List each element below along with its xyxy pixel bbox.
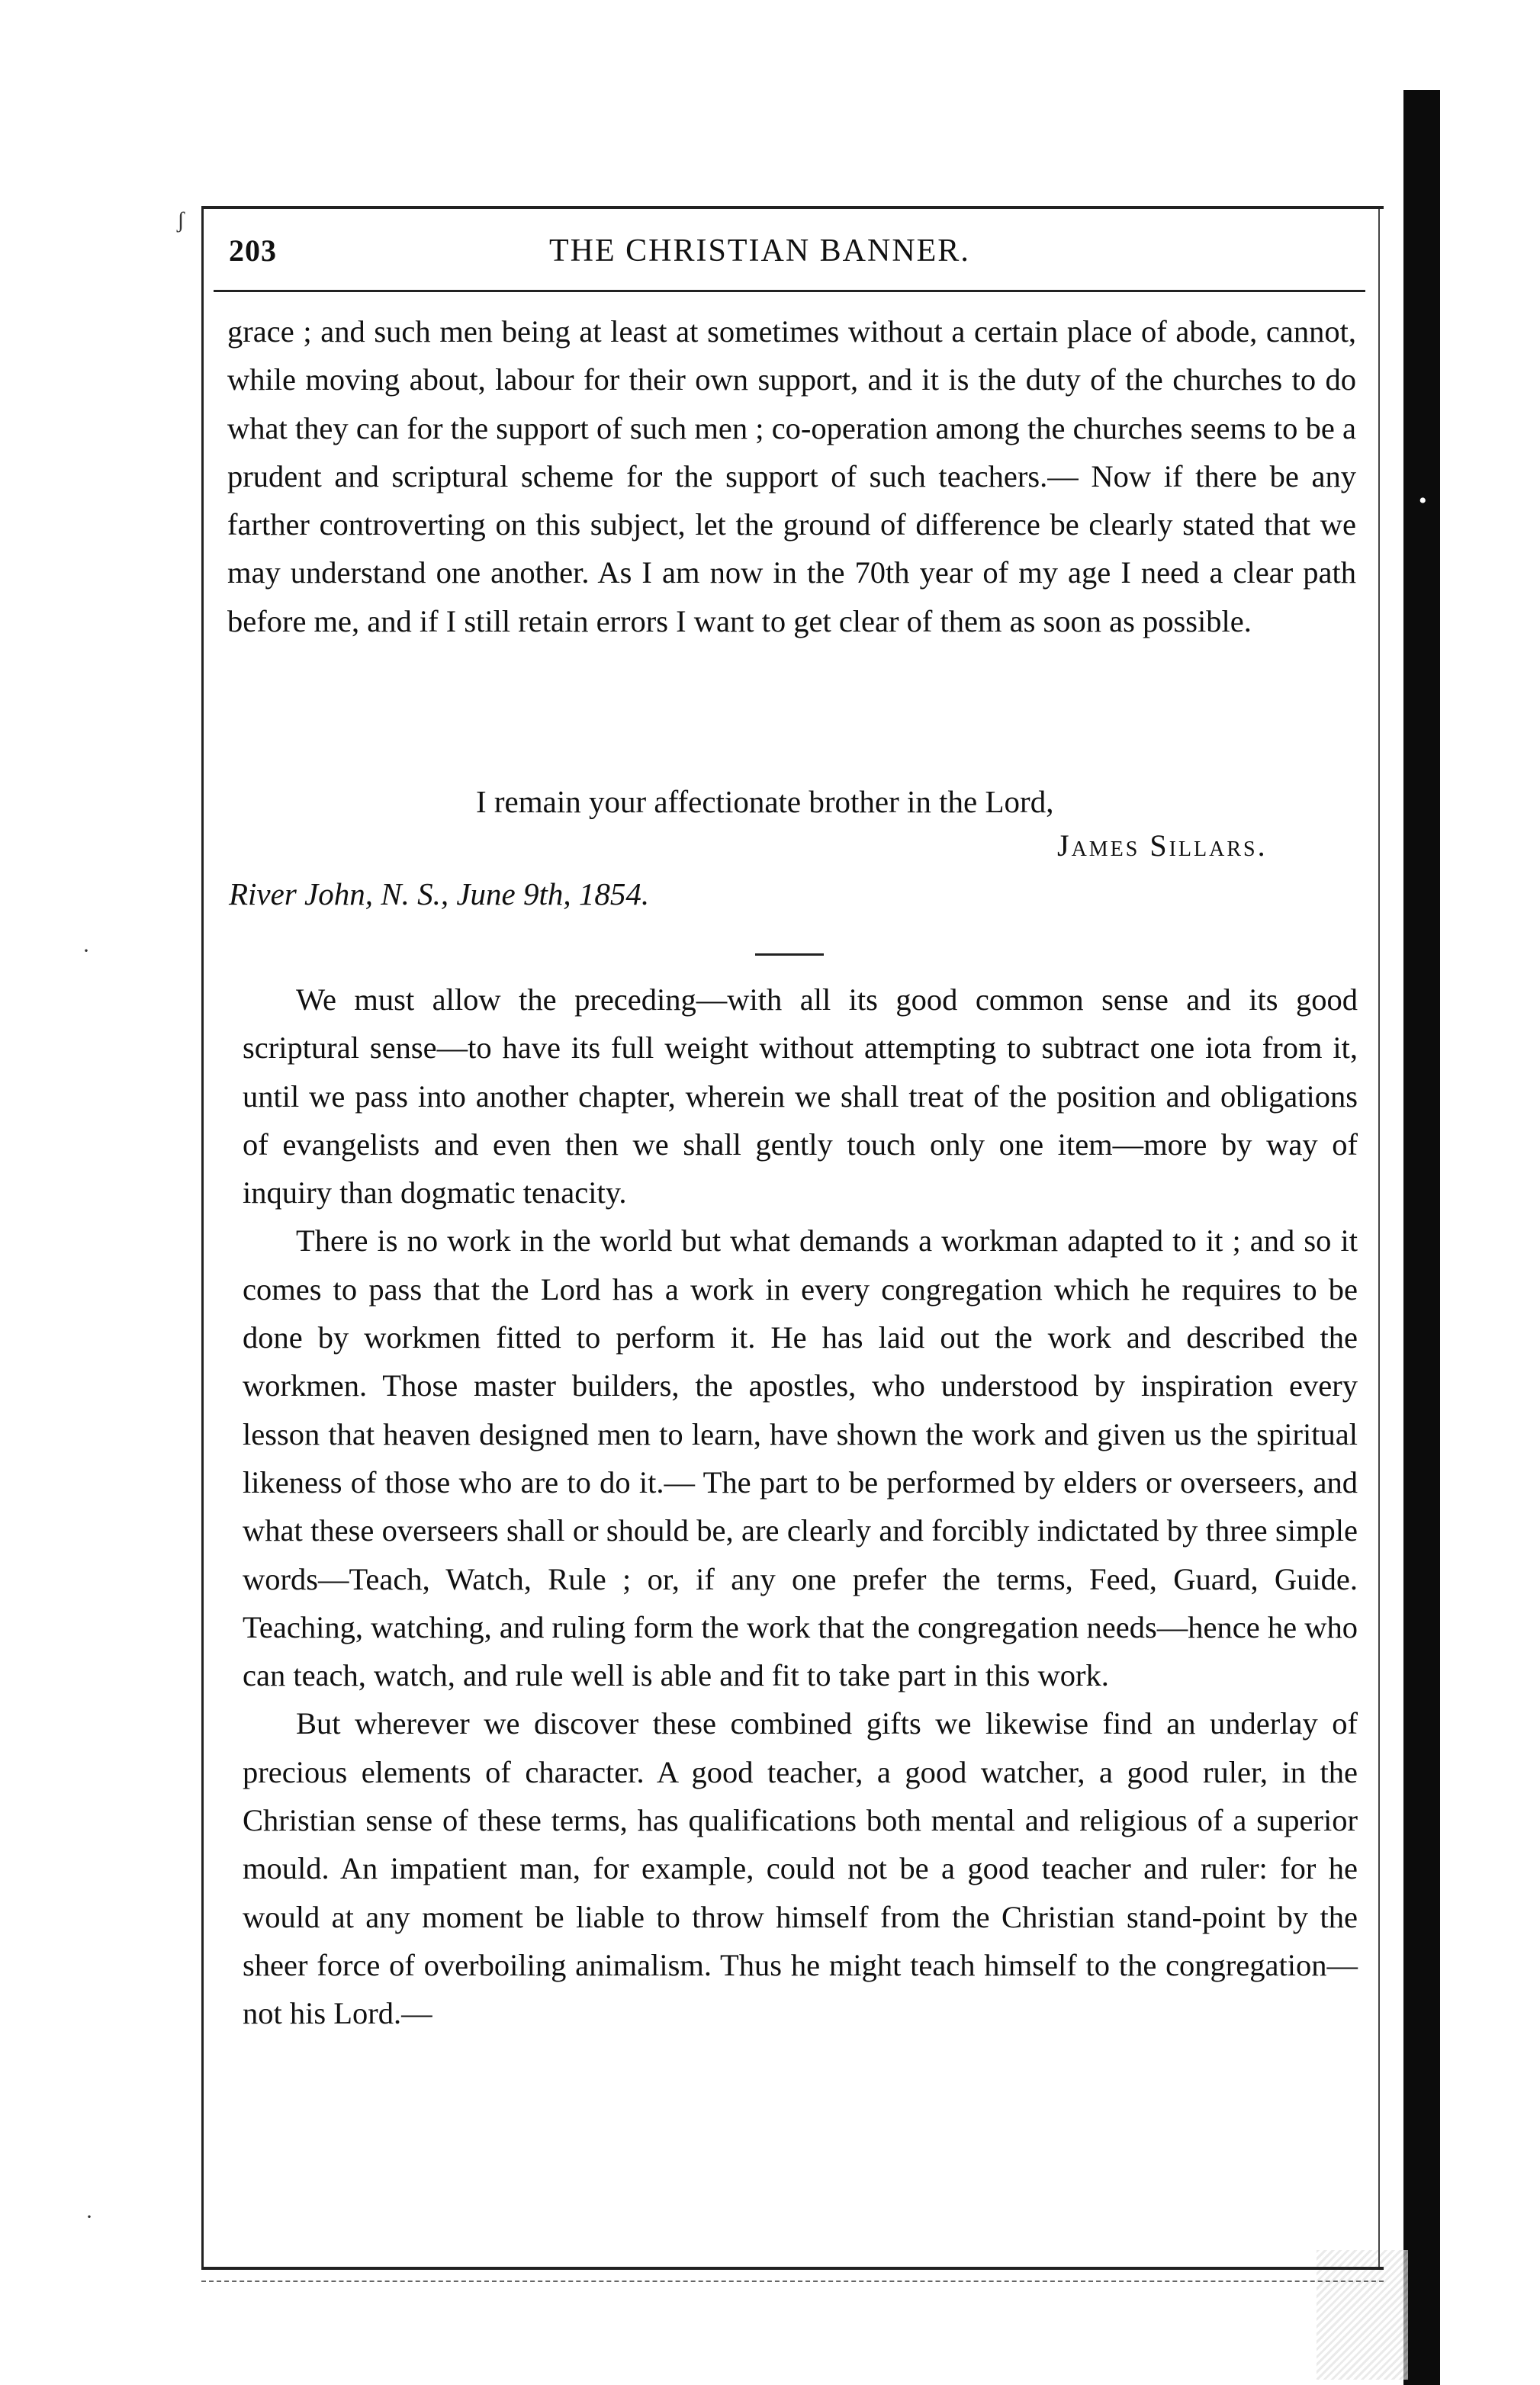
letter-closing: I remain your affectionate brother in the Lord, bbox=[476, 784, 1054, 819]
editorial-paragraph: We must allow the preceding—with all its good common sense and its good scriptural sense—to have its full weight without attempting to subtract one iota from it, until we pass into another chapter, wherein we shall treat of the position and obligations of evangelists and even then we shall gently touch only one item—more by way of inquiry than dogmatic tenacity. bbox=[243, 982, 1358, 1210]
letter-signature: James Sillars. bbox=[1057, 828, 1268, 863]
letter-paragraph: grace ; and such men being at least at sometimes without a certain place of abode, cannot, while moving about, labour for their own support, and it is the duty of the churches to do what they can for the support of such men ; co-operation among the churches seems to be a prudent and scriptural scheme for the support of such teachers.— Now if there be any farther controverting on this subject, let the ground of difference be clearly stated that we may understand one another. As I am now in the 70th year of my age I need a clear path before me, and if I still retain errors I want to get clear of them as soon as possible. bbox=[227, 314, 1356, 638]
margin-mark: ʃ bbox=[177, 207, 185, 233]
header-rule bbox=[214, 290, 1365, 292]
margin-mark: · bbox=[82, 938, 90, 963]
section-separator bbox=[755, 953, 824, 956]
editorial-paragraph: But wherever we discover these combined gifts we likewise find an underlay of precious elements of character. A good teacher, a good watcher, a good ruler, in the Christian sense of these terms, has qualifications both mental and religious of a superior mould. An impatient man, for example, could not be a good teacher and ruler: for he would at any moment be liable to throw himself from the Christian stand-point by the sheer force of overboiling animalism. Thus he might teach himself to the congregation—not his Lord.— bbox=[243, 1706, 1358, 2031]
editorial-paragraph: There is no work in the world but what demands a workman adapted to it ; and so it comes to pass that the Lord has a work in every congregation which he requires to be done by workmen fitted to perform it. He has laid out the work and described the workmen. Those master builders, the apostles, who understood by inspiration every lesson that heaven designed men to learn, have shown the work and given us the spiritual likeness of those who are to do it.— The part to be performed by elders or overseers, and what these overseers shall or should be, are clearly and forcibly indictated by three simple words—Teach, Watch, Rule ; or, if any one prefer the terms, Feed, Guard, Guide. Teaching, watching, and ruling form the work that the congregation needs—hence he who can teach, watch, and rule well is able and fit to take part in this work. bbox=[243, 1223, 1358, 1693]
margin-mark: · bbox=[85, 2204, 93, 2229]
letter-place-date: River John, N. S., June 9th, 1854. bbox=[229, 876, 650, 911]
top-rule bbox=[201, 206, 1384, 209]
bottom-rule bbox=[201, 2267, 1384, 2270]
margin-mark: • bbox=[1419, 488, 1427, 513]
editorial-body bbox=[243, 976, 1358, 2038]
bottom-dashed-rule bbox=[201, 2281, 1384, 2282]
binding-bar bbox=[1403, 90, 1440, 2385]
letter-body bbox=[227, 307, 1356, 645]
running-head: THE CHRISTIAN BANNER. bbox=[549, 233, 970, 268]
page-number: 203 bbox=[229, 233, 277, 268]
